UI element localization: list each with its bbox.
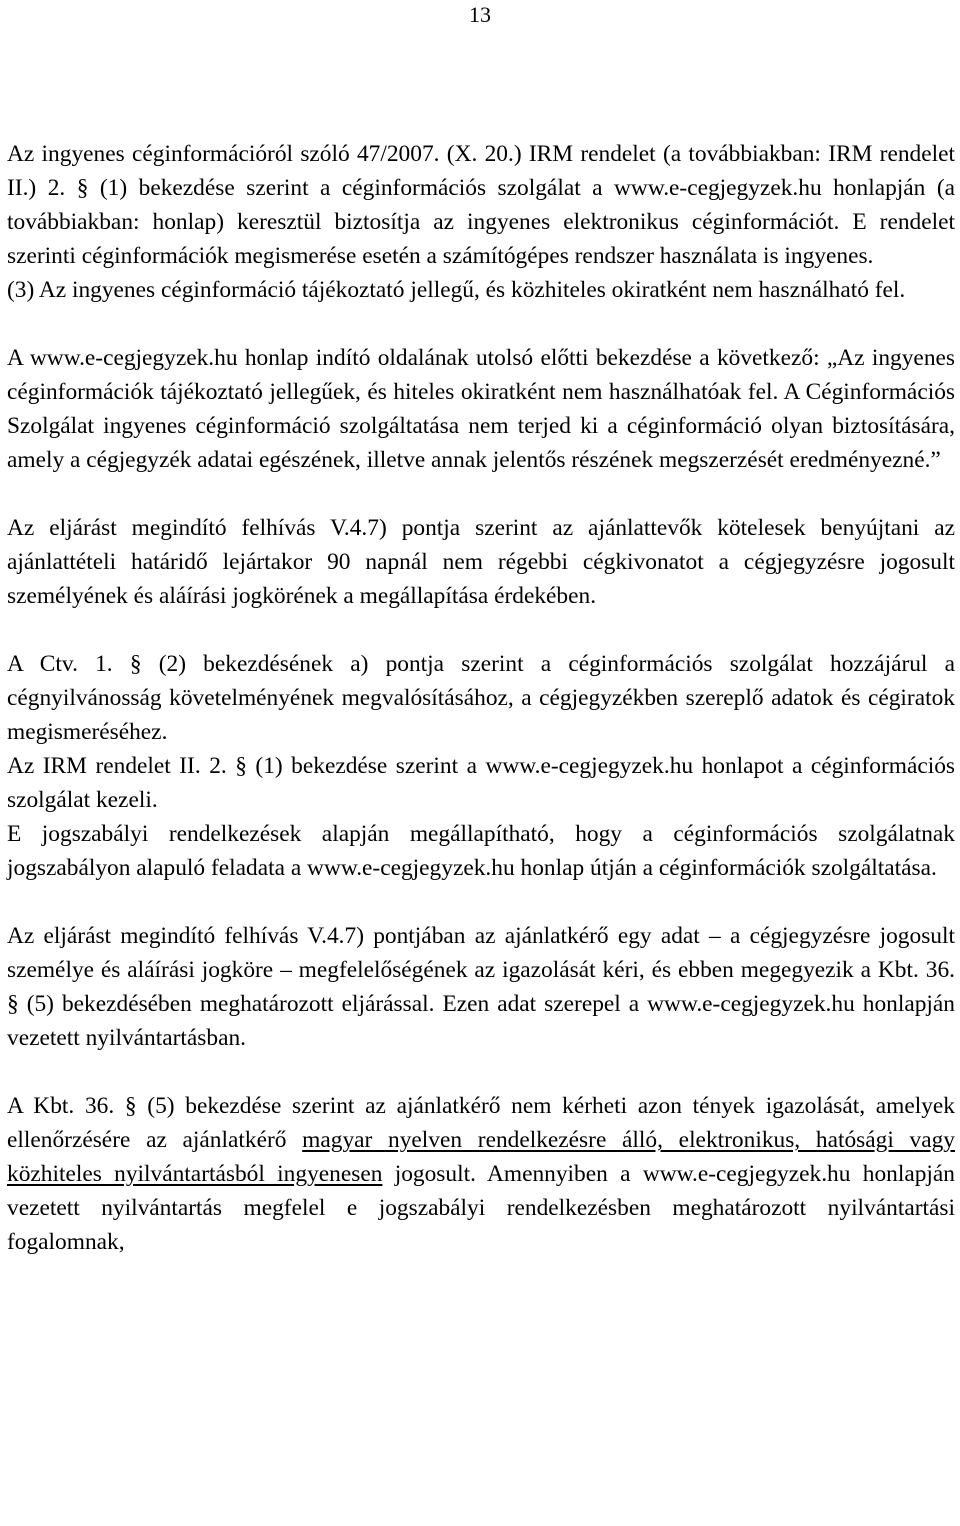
kbt-underlined-text: magyar nyelven rendelkezésre álló, elektronikus, hatósági vagy közhiteles nyilvántartásból ingyenesen <box>7 1127 955 1187</box>
kbt-text-end: jogosult. Amennyiben a www.e-cegjegyzek.hu honlapján vezetett nyilvántartás megfelel e jogszabályi rendelkezésben meghatározott nyilvántartási fogalomnak, <box>7 1161 955 1255</box>
page-number: 13 <box>469 2 491 27</box>
document-body <box>7 137 955 1259</box>
paragraph-irm-honlap-kezelese: Az IRM rendelet II. 2. § (1) bekezdése szerint a www.e-cegjegyzek.hu honlapot a céginformációs szolgálat kezeli. <box>7 753 955 813</box>
paragraph-ctv: A Ctv. 1. § (2) bekezdésének a) pontja szerint a céginformációs szolgálat hozzájárul a cégnyilvánosság követelményének megvalósításához, a cégjegyzékben szereplő adatok és cégiratok megismeréséhez. <box>7 651 955 745</box>
paragraph-ajanlatkero-adat: Az eljárást megindító felhívás V.4.7) pontjában az ajánlatkérő egy adat – a cégjegyzésre jogosult személye és aláírási jogköre – megfelelőségének az igazolását kéri, és ebben megegyezik a Kbt. 36. § (5) bekezdésében meghatározott eljárással. Ezen adat szerepel a www.e-cegjegyzek.hu honlapján vezetett nyilvántartásban. <box>7 923 955 1051</box>
kbt-text-start: A Kbt. 36. § (5) bekezdése szerint az ajánlatkérő nem kérheti azon tények igazolását, amelyek ellenőrzésére az ajánlatkérő <box>7 1093 955 1153</box>
paragraph-kbt-36 <box>7 1089 955 1259</box>
paragraph-jogszabalyi-rendelkezesek: E jogszabályi rendelkezések alapján megállapítható, hogy a céginformációs szolgálatnak jogszabályon alapuló feladata a www.e-cegjegyzek.hu honlap útján a céginformációk szolgáltatása. <box>7 821 955 881</box>
paragraph-irm-rendelet: Az ingyenes céginformációról szóló 47/2007. (X. 20.) IRM rendelet (a továbbiakban: IRM rendelet II.) 2. § (1) bekezdése szerint a céginformációs szolgálat a www.e-cegjegyzek.hu honlapján (a továbbiakban: honlap) keresztül biztosítja az ingyenes elektronikus céginformációt. E rendelet szerinti céginformációk megismerése esetén a számítógépes rendszer használata is ingyenes. <box>7 141 955 269</box>
paragraph-honlap-bekezdes: A www.e-cegjegyzek.hu honlap indító oldalának utolsó előtti bekezdése a következő: „Az ingyenes céginformációk tájékoztató jellegűek, és hiteles okiratként nem használhatóak fel. A Céginformációs Szolgálat ingyenes céginformáció szolgáltatása nem terjed ki a céginformáció olyan biztosítására, amely a cégjegyzék adatai egészének, illetve annak jelentős részének megszerzését eredményezné.” <box>7 345 955 473</box>
paragraph-tajekoztato-jelleg: (3) Az ingyenes céginformáció tájékoztató jellegű, és közhiteles okiratként nem használható fel. <box>7 277 906 303</box>
paragraph-felhivas-v47: Az eljárást megindító felhívás V.4.7) pontja szerint az ajánlattevők kötelesek benyújtani az ajánlattételi határidő lejártakor 90 napnál nem régebbi cégkivonatot a cégjegyzésre jogosult személyének és aláírási jogkörének a megállapítása érdekében. <box>7 515 955 609</box>
